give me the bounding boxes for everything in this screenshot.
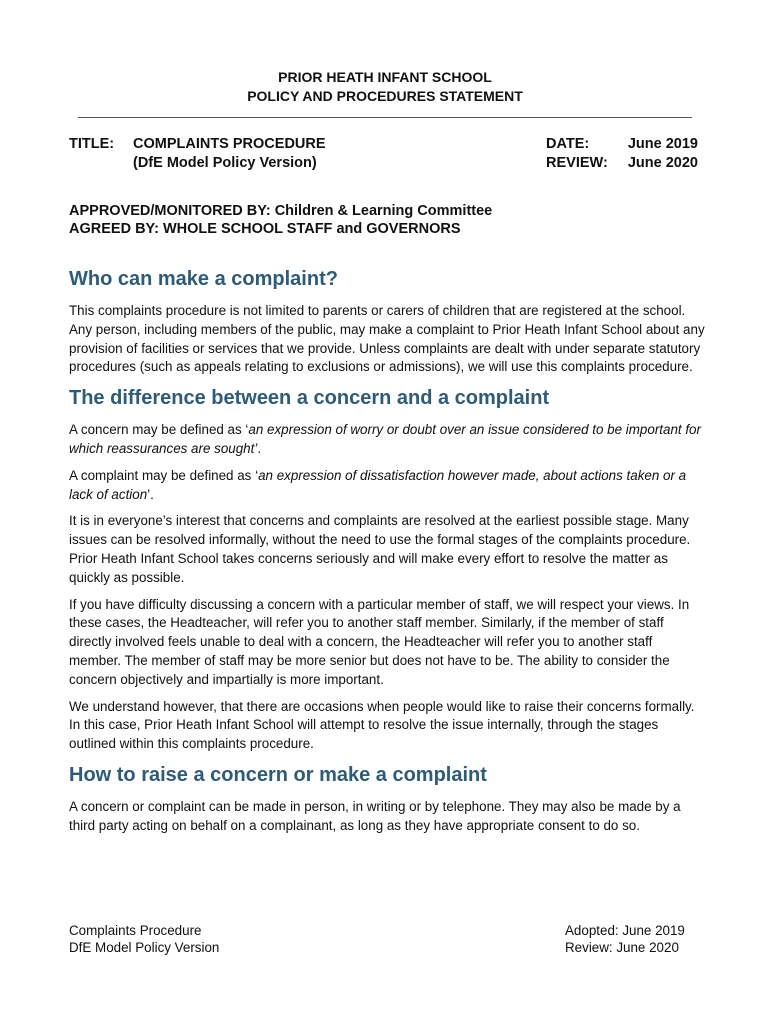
section-heading-how: How to raise a concern or make a complaint (69, 763, 487, 786)
date-block (546, 135, 698, 173)
concern-definition (69, 421, 705, 459)
complaint-suffix: ’. (147, 486, 154, 502)
footer-doc-version: DfE Model Policy Version (69, 940, 220, 955)
review-value: June 2020 (627, 155, 698, 171)
agreed-by: AGREED BY: WHOLE SCHOOL STAFF and GOVERNORS (69, 221, 461, 237)
date-label: DATE: (546, 136, 590, 152)
concern-suffix: . (257, 440, 262, 456)
complaint-prefix: A complaint may be defined as ‘ (69, 467, 259, 483)
footer-adopted: Adopted: June 2019 (565, 923, 685, 938)
footer-review: Review: June 2020 (565, 940, 679, 955)
title-label: TITLE: (69, 136, 115, 152)
approval-block (69, 202, 492, 238)
date-row (546, 135, 698, 154)
footer-right (565, 922, 685, 956)
staff-referral-paragraph: If you have difficulty discussing a concern with a particular member of staff, we will respect your views. In these cases, the Headteacher, will refer you to another staff member. Similarly, if the member of staff directly involved feels unable to deal with a concern, the Headteacher will refer you to another staff member. The member of staff may be more senior but does not have to be. The ability to consider the concern objectively and impartially is more important. (69, 596, 690, 687)
school-name: PRIOR HEATH INFANT SCHOOL (278, 69, 492, 85)
review-label: REVIEW: (546, 155, 608, 171)
header-divider (78, 117, 692, 118)
concern-prefix: A concern may be defined as ‘ (69, 422, 249, 438)
formal-concerns-paragraph: We understand however, that there are occasions when people would like to raise their concerns formally. In this case, Prior Heath Infant School will attempt to resolve the issue internally, through the stages outlined within this complaints procedure. (69, 698, 695, 752)
complaint-def-text: an expression of dissatisfaction however made, about actions taken or a lack of action (69, 467, 687, 502)
policy-title: COMPLAINTS PROCEDURE (133, 136, 326, 152)
policy-subtitle: (DfE Model Policy Version) (133, 155, 317, 171)
concern-def-text: an expression of worry or doubt over an issue considered to be important for which reassurances are sought’ (69, 422, 701, 456)
footer-left (69, 922, 219, 956)
complaint-definition (69, 467, 705, 505)
footer-doc-name: Complaints Procedure (69, 923, 202, 938)
who-paragraph: This complaints procedure is not limited to parents or carers of children that are registered at the school. Any person, including members of the public, may make a complaint to Prior Heath Infant School about any provision of facilities or services that we provide. Unless complaints are dealt with under separate statutory procedures (such as appeals relating to exclusions or admissions), we will use this complaints procedure. (69, 303, 705, 375)
date-value: June 2019 (627, 136, 698, 152)
section-heading-who: Who can make a complaint? (69, 268, 338, 290)
document-body (69, 266, 705, 844)
resolution-paragraph: It is in everyone’s interest that concerns and complaints are resolved at the earliest possible stage. Many issues can be resolved informally, without the need to use the formal stages of the complaints procedure. Prior Heath Infant School takes concerns seriously and will make every effort to resolve the matter as quickly as possible. (69, 513, 691, 585)
how-paragraph: A concern or complaint can be made in person, in writing or by telephone. They may also be made by a third party acting on behalf on a complainant, as long as they have appropriate consent to do so. (69, 798, 681, 833)
statement-title: POLICY AND PROCEDURES STATEMENT (247, 88, 523, 104)
review-row (546, 154, 698, 173)
document-header (0, 68, 770, 106)
section-heading-difference: The difference between a concern and a complaint (69, 387, 550, 410)
approved-by: APPROVED/MONITORED BY: Children & Learning Committee (69, 203, 493, 219)
